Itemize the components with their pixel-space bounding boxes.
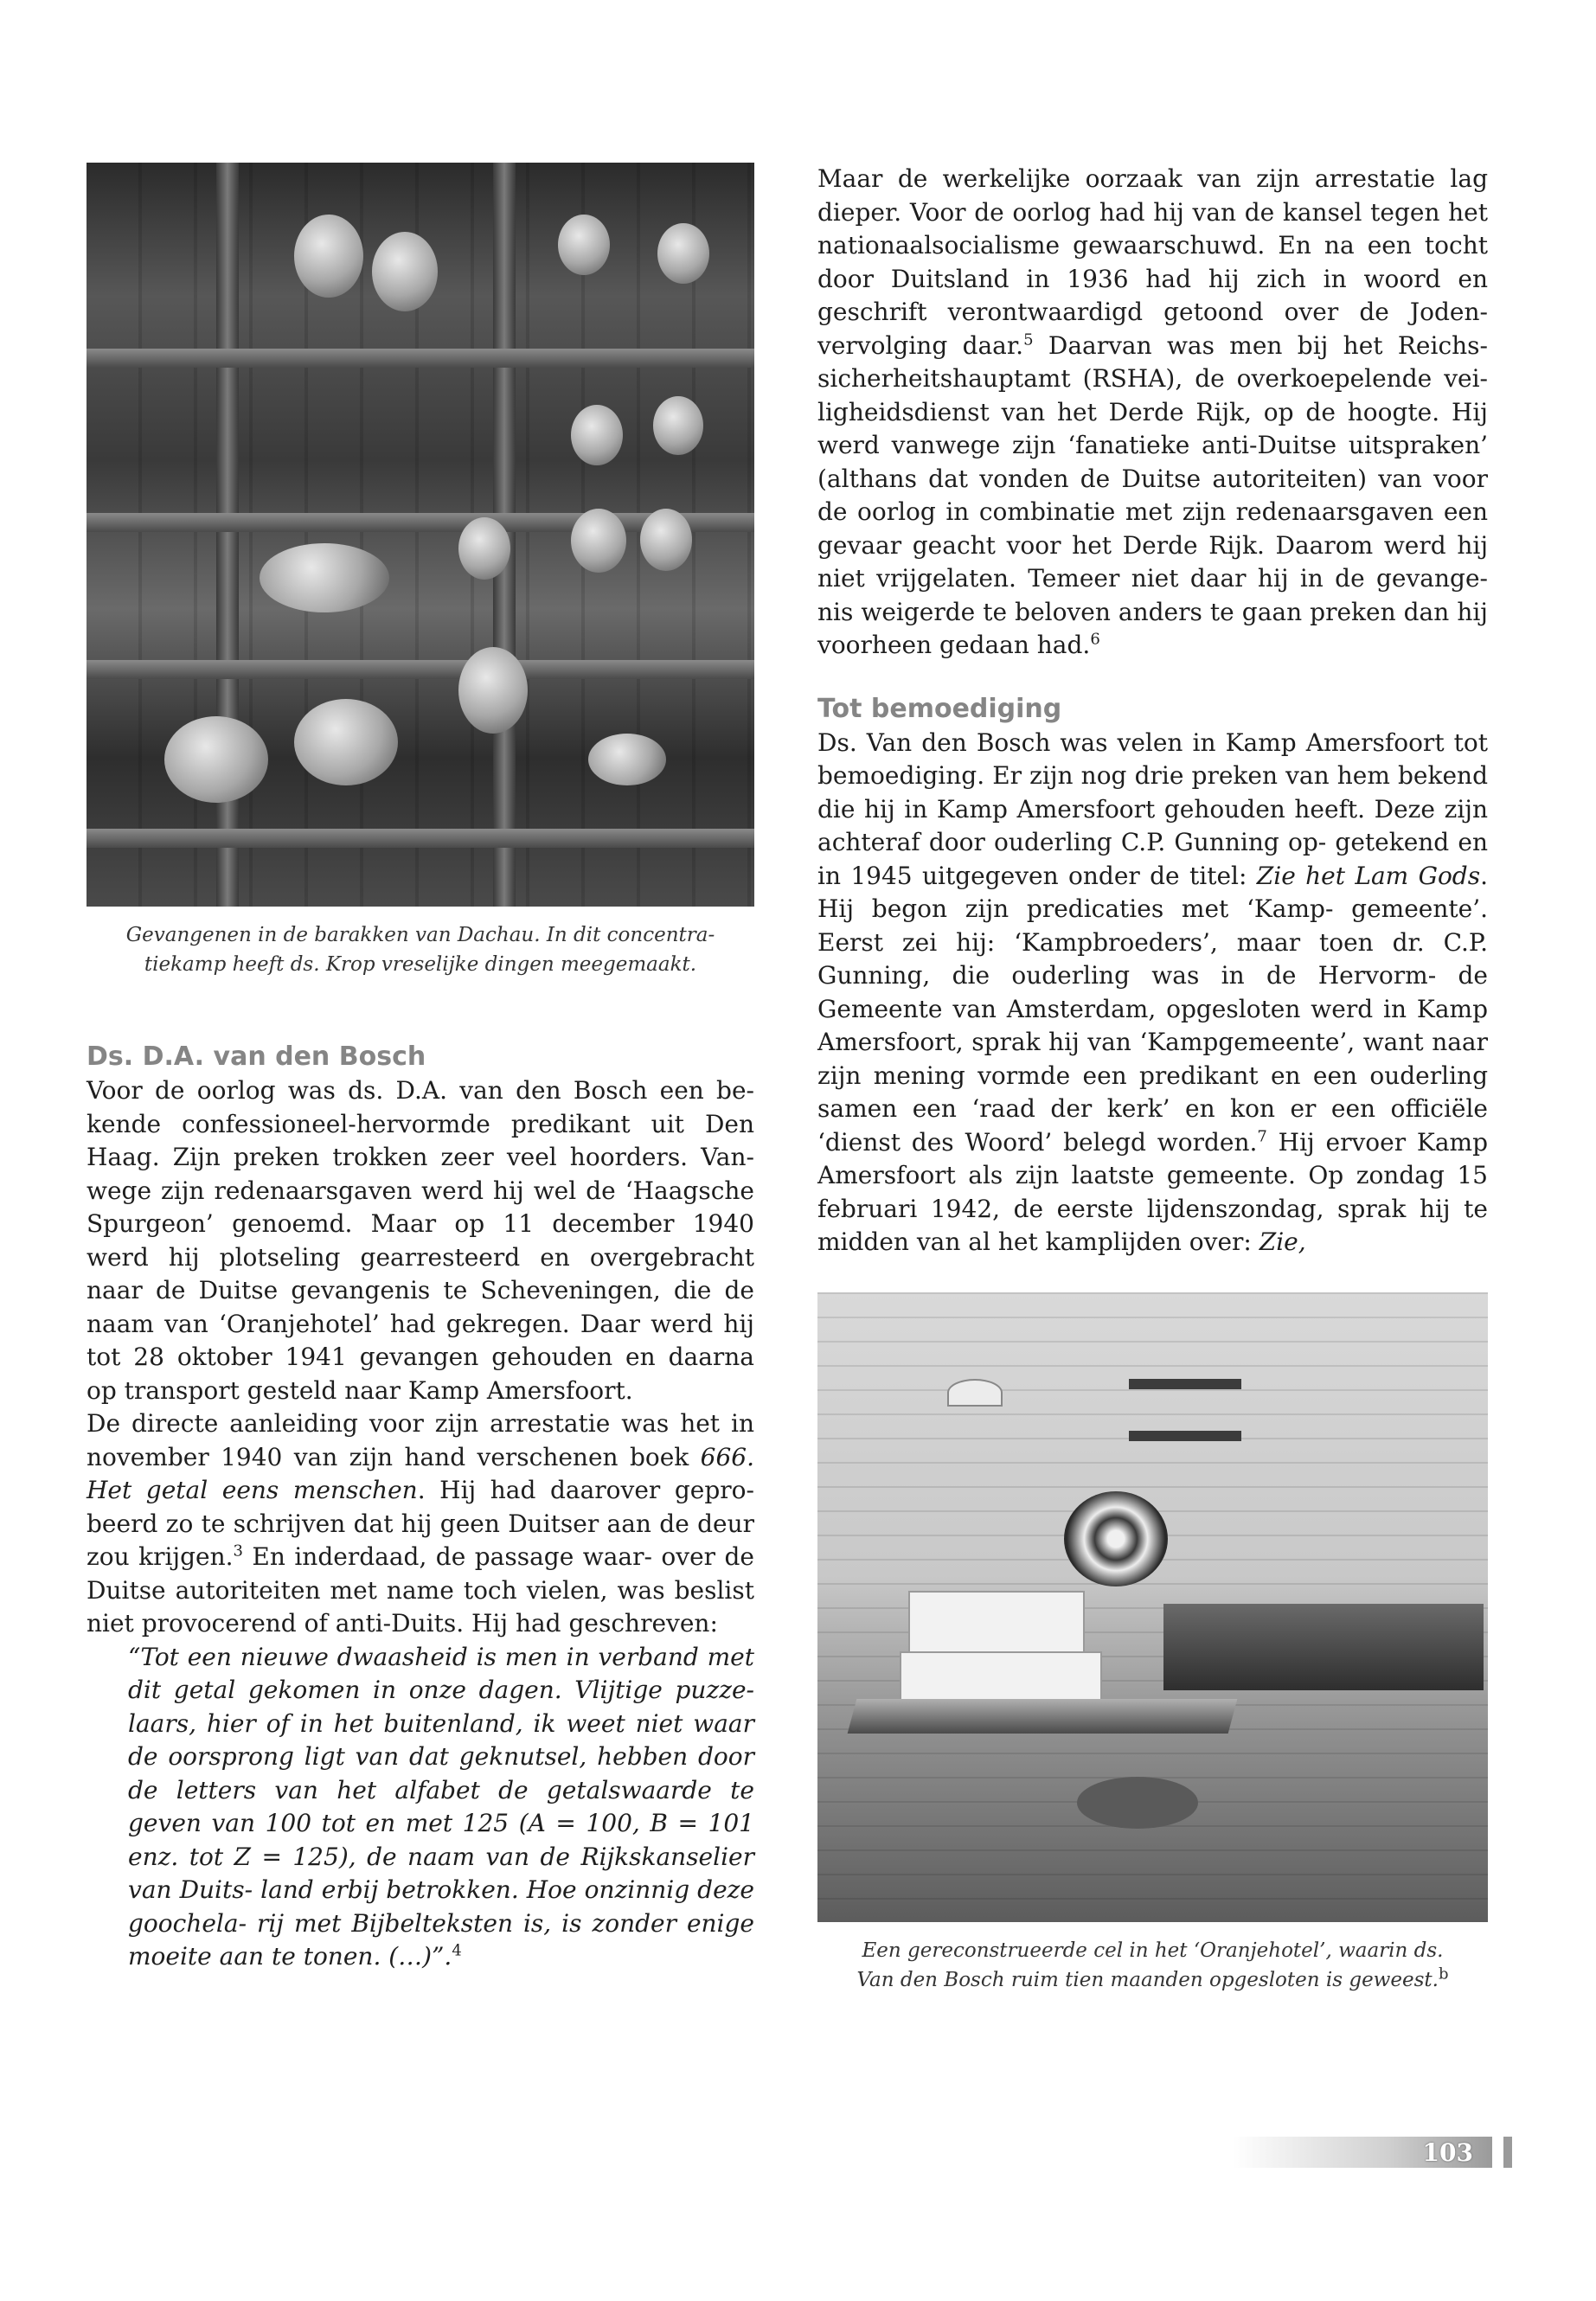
section-heading-van-den-bosch: Ds. D.A. van den Bosch [87,1042,426,1072]
prisoner-face [458,517,510,580]
paragraph: Voor de oorlog was ds. D.A. van den Bosch een be- kende confessioneel-hervormde predikant uit Den Haag. Zijn preken trokken zeer veel hoorders. Van- wege zijn redenaarsgaven werd hij wel de ‘Haagsche Spurgeon’ genoemd. Maar op 11 december 1940 werd hij plotseling gearresteerd en overgebracht naar de Duitse gevangenis te Scheveningen, die de naam van ‘Oranjehotel’ had gekregen. Daar werd hij tot 28 oktober 1941 gevangen gehouden en daarna op transport gesteld naar Kamp Amersfoort. [87,1076,754,1405]
left-column [87,163,754,1974]
footnote-ref: 5 [1023,330,1034,349]
cell-bed [1163,1604,1484,1690]
footnote-ref: 6 [1090,630,1100,649]
prisoner-face [164,716,268,803]
text-run: Daarvan was men bij het Reichs- sicherheitshauptamt (RSHA), de overkoepelende vei- ligheidsdienst van het Derde Rijk, op de hoogte. Hij werd vanwege zijn ‘fanatieke anti-Duitse uitspraken’ (althans dat vonden de Duitse autoriteiten) van voor de oorlog in combinatie met zijn redenaarsgaven een gevaar geacht voor het Derde Rijk. Daarom werd hij niet vrijgelaten. Temeer niet daar hij in de gevange- nis weigerde te beloven anders te gaan preken dan hij voorheen gedaan had. [817,330,1488,659]
prisoner-face [260,543,389,612]
prisoner-face [588,734,666,785]
photo2-caption [817,1936,1488,1995]
page-number-bar [1233,2137,1492,2168]
footnote-ref: 3 [233,1541,243,1561]
paragraph [817,727,1488,1259]
text-run: . Hij begon zijn predicaties met ‘Kamp- gemeente’. Eerst zei hij: ‘Kampbroeders’, maar toen dr. C.P. Gunning, die ouderling was in de Hervorm- de Gemeente van Amsterdam, opgesloten werd in Kamp Amersfoort, sprak hij van ‘Kampgemeente’, want naar zijn mening vormde een predikant en een ouderling samen een ‘raad der kerk’ en kon er een officiële ‘dienst des Woord’ belegd worden. [817,861,1488,1157]
page-number-tick [1503,2137,1512,2168]
prisoner-face [571,405,623,465]
text-run: Maar de werkelijke oorzaak van zijn arrestatie lag dieper. Voor de oorlog had hij van de kansel tegen het nationaalsocialisme gewaarschuwd. En na een tocht door Duitsland in 1936 had hij zich in woord en geschrift verontwaardigd getoond over de Joden- vervolging daar. [817,164,1488,360]
dachau-barracks-photo [87,163,754,907]
caption-line: tiekamp heeft ds. Krop vreselijke dingen meegemaakt. [144,953,697,976]
bunk-shelf [87,660,754,679]
bunk-shelf [87,349,754,368]
page-number: 103 [1422,2138,1473,2167]
stool [1077,1777,1198,1829]
block-quote [128,1641,754,1974]
text-run: De directe aanleiding voor zijn arrestatie was het in november 1940 van zijn hand verschenen boek [87,1409,754,1471]
wall-shelf [1129,1431,1241,1441]
section-heading-tot-bemoediging: Tot bemoediging [817,693,1062,724]
text-run: Zie, [1259,1227,1306,1256]
lamp-shade [947,1379,1003,1407]
footnote-ref: 7 [1257,1127,1267,1146]
wall-shelf [1129,1379,1241,1389]
prisoner-face [458,647,528,734]
flower-bouquet [1064,1491,1168,1586]
text-run: . Hij had daarover gepro- beerd zo te schrijven dat hij geen Duitser aan de deur zou krijgen. [87,1476,754,1571]
paragraph [817,163,1488,663]
paragraph [87,1407,754,1641]
caption-line: Van den Bosch ruim tien maanden opgesloten is geweest. [856,1968,1439,1991]
prisoner-face [294,215,363,298]
oranjehotel-cell-photo [817,1292,1488,1922]
prisoner-face [571,509,626,573]
book-title: 666. Het getal eens menschen [87,1442,754,1504]
book-stack [908,1591,1085,1655]
photo1-caption [87,920,754,979]
footnote-ref: b [1438,1964,1449,1983]
text-run: Hij ervoer Kamp Amersfoort als zijn laatste gemeente. Op zondag 15 februari 1942, de eerste lijdenszondag, sprak hij te midden van al het kamplijden over: [817,1127,1488,1256]
right-column [817,163,1488,1995]
text-run: En inderdaad, de passage waar- over de Duitse autoriteiten met name toch vielen, was beslist niet provocerend of anti-Duits. Hij had geschreven: [87,1542,754,1638]
quote-text: “Tot een nieuwe dwaasheid is men in verband met dit getal gekomen in onze dagen. Vlijtige puzze- laars, hier of in het buitenland, ik weet niet waar de oorsprong ligt van dat geknutsel, hebben door de letters van het alfabet de getalswaarde te geven van 100 tot en met 125 (A = 100, B = 101 enz. tot Z = 125), de naam van de Rijkskanselier van Duits- land erbij betrokken. Hoe onzinnig deze goochela- rij met Bijbelteksten is, is zonder enige moeite aan te tonen. (…)”. [128,1642,754,1971]
caption-line: Gevangenen in de barakken van Dachau. In dit concentra- [125,924,715,946]
bunk-shelf [87,829,754,848]
prisoner-face [657,223,709,284]
text-run: Ds. Van den Bosch was velen in Kamp Amersfoort tot bemoediging. Er zijn nog drie preken van hem bekend die hij in Kamp Amersfoort gehouden heeft. Deze zijn achteraf door ouderling C.P. Gunning op- getekend en in 1945 uitgegeven onder de titel: [817,727,1488,890]
prisoner-face [653,396,703,455]
prisoner-face [294,699,398,785]
cell-table [848,1699,1238,1734]
prisoner-face [558,215,610,275]
prisoner-face [372,232,438,311]
book-stack [900,1651,1102,1707]
prisoner-face [640,509,692,571]
caption-line: Een gereconstrueerde cel in het ‘Oranjehotel’, waarin ds. [862,1939,1444,1962]
footnote-ref: 4 [452,1941,462,1960]
book-title: Zie het Lam Gods [1256,861,1481,890]
